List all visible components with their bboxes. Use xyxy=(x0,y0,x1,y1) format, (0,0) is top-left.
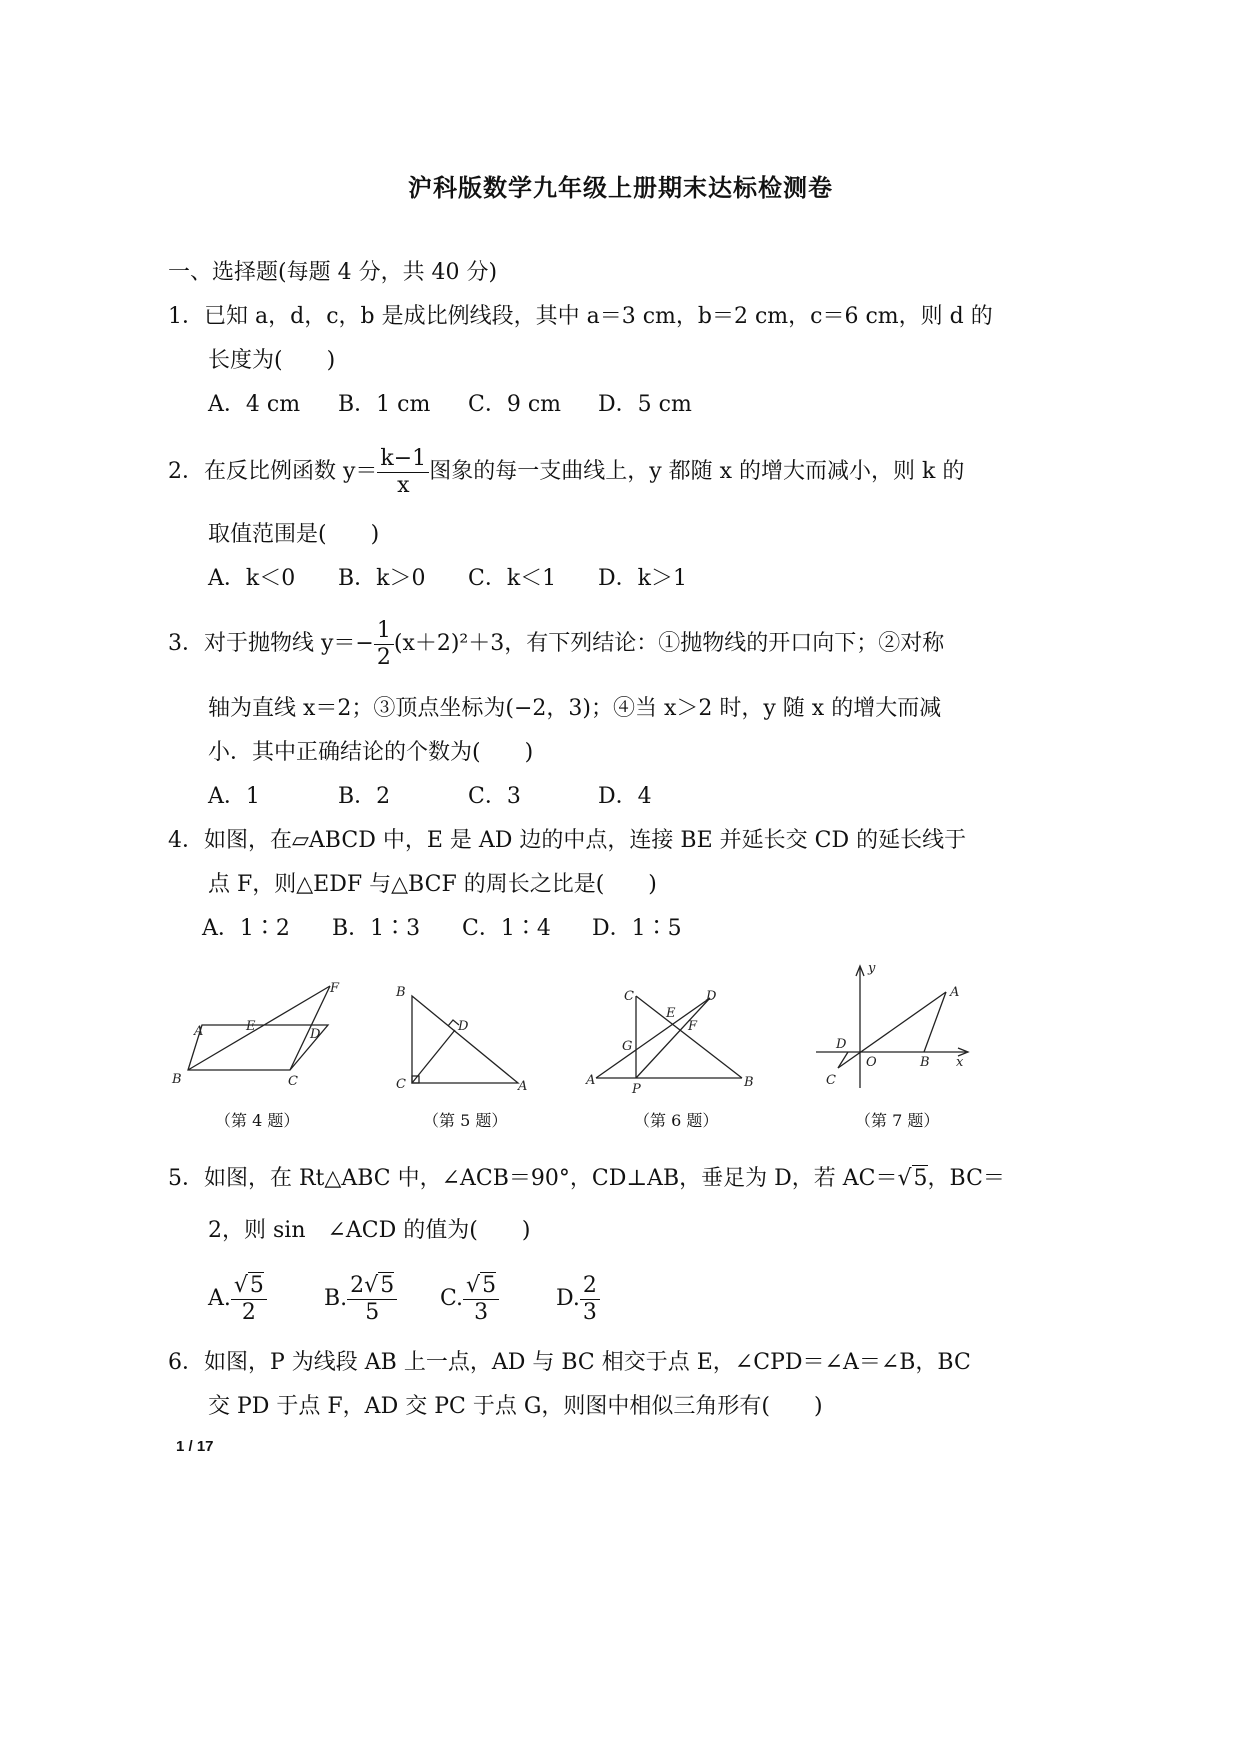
q5-option-d-num: 2 xyxy=(580,1273,600,1299)
q5-option-d-den: 3 xyxy=(582,1299,597,1325)
figure-6-caption: （第 6 题） xyxy=(634,1111,719,1130)
fig5-label-c: C xyxy=(396,1077,406,1090)
fig4-label-b: B xyxy=(172,1072,182,1087)
q3-options xyxy=(208,782,728,812)
q1-option-a: A．4 cm xyxy=(208,392,301,417)
q1-option-d: D．5 cm xyxy=(598,392,692,417)
fig5-label-d: D xyxy=(458,1019,469,1034)
q5-option-b-frac xyxy=(347,1273,397,1325)
fig4-label-e: E xyxy=(246,1019,256,1034)
q5-option-c-radicand: 5 xyxy=(482,1273,497,1299)
q5-option-d-letter: D. xyxy=(556,1286,580,1311)
q2-option-a: A．k＜0 xyxy=(208,566,296,591)
q5-option-b-den: 5 xyxy=(365,1299,380,1325)
page-title: 沪科版数学九年级上册期末达标检测卷 xyxy=(408,173,833,202)
q3-option-d: D．4 xyxy=(598,784,652,809)
fig7-label-o: O xyxy=(866,1055,877,1070)
figure-4-caption: （第 4 题） xyxy=(215,1111,300,1130)
q5-option-b-letter: B. xyxy=(324,1286,348,1311)
q4-option-d: D．1∶5 xyxy=(592,916,682,941)
q5-option-c xyxy=(440,1273,556,1325)
q3-frac-den: 2 xyxy=(376,644,391,670)
fig4-label-a: A xyxy=(194,1024,204,1039)
q5-option-c-frac xyxy=(463,1273,499,1325)
q5-sqrt-value: 5 xyxy=(913,1166,928,1191)
q4-line2: 点 F，则△EDF 与△BCF 的周长之比是( ) xyxy=(208,872,657,897)
q3-option-b: B．2 xyxy=(338,784,391,809)
q4-options xyxy=(202,914,722,944)
q5-line2: 2，则 sin ∠ACD 的值为( ) xyxy=(208,1218,531,1243)
q2-option-d: D．k＞1 xyxy=(598,566,687,591)
q5-option-a-frac xyxy=(231,1273,267,1325)
q5-option-c-num: √5 xyxy=(463,1273,499,1299)
q5-option-d-frac xyxy=(580,1273,600,1325)
q3-line1 xyxy=(168,612,944,676)
q4-line1: 4．如图，在▱ABCD 中，E 是 AD 边的中点，连接 BE 并延长交 CD 的延长线于 xyxy=(168,828,967,853)
fig6-label-p: P xyxy=(632,1082,641,1095)
q3-option-c: C．3 xyxy=(468,784,521,809)
q3-fraction xyxy=(374,618,394,670)
q1-options xyxy=(208,390,728,420)
fig6-label-b: B xyxy=(744,1075,754,1090)
q2-frac-num: k−1 xyxy=(377,446,429,472)
fig4-label-f: F xyxy=(330,981,340,996)
fig7-label-y: y xyxy=(868,961,876,976)
q5-option-b-coef: 2 xyxy=(350,1273,365,1299)
q2-line2: 取值范围是( ) xyxy=(208,522,380,547)
page-number: 1 / 17 xyxy=(176,1438,214,1455)
q5-option-b-radicand: 5 xyxy=(380,1273,395,1299)
q1-line1: 1．已知 a，d，c，b 是成比例线段，其中 a＝3 cm，b＝2 cm，c＝6 cm，则 d 的 xyxy=(168,304,993,329)
fig6-label-g: G xyxy=(622,1039,633,1054)
fig5-label-a: A xyxy=(518,1079,528,1090)
q5-option-c-letter: C. xyxy=(440,1286,464,1311)
fig7-label-c: C xyxy=(826,1073,836,1088)
q5-option-b xyxy=(324,1273,440,1325)
figure-6 xyxy=(580,980,780,1095)
figure-7-caption: （第 7 题） xyxy=(855,1111,940,1130)
q3-frac-num: 1 xyxy=(374,618,394,644)
q5-option-a-radicand: 5 xyxy=(249,1273,264,1299)
q4-option-a: A．1∶2 xyxy=(202,916,290,941)
figure-7 xyxy=(810,960,980,1095)
fig7-label-x: x xyxy=(956,1055,964,1070)
q5-option-c-den: 3 xyxy=(474,1299,489,1325)
figure-5-caption: （第 5 题） xyxy=(423,1111,508,1130)
q5-option-a-letter: A. xyxy=(208,1286,231,1311)
q6-line1: 6．如图，P 为线段 AB 上一点，AD 与 BC 相交于点 E，∠CPD＝∠A＝∠B，BC xyxy=(168,1350,971,1375)
figure-4 xyxy=(160,970,360,1090)
q6-line2: 交 PD 于点 F，AD 交 PC 于点 G，则图中相似三角形有( ) xyxy=(208,1394,823,1419)
q5-option-d xyxy=(556,1273,672,1325)
fig7-label-b: B xyxy=(920,1055,930,1070)
fig6-label-f: F xyxy=(688,1019,698,1034)
section-heading: 一、选择题(每题 4 分，共 40 分) xyxy=(168,260,498,285)
fig5-label-b: B xyxy=(396,985,406,1000)
fig6-label-e: E xyxy=(666,1006,676,1021)
q4-option-b: B．1∶3 xyxy=(332,916,421,941)
fig4-label-c: C xyxy=(288,1074,298,1089)
q2-frac-den: x xyxy=(397,472,410,498)
q2-option-c: C．k＜1 xyxy=(468,566,557,591)
q5-option-b-num: 2√5 xyxy=(347,1273,397,1299)
q5-option-a-den: 2 xyxy=(241,1299,256,1325)
q1-line2: 长度为( ) xyxy=(208,348,336,373)
fig6-label-c: C xyxy=(624,989,634,1004)
q5-option-a xyxy=(208,1273,324,1325)
figure-5 xyxy=(390,980,540,1090)
q5-line1-end: ，BC＝ xyxy=(927,1166,1005,1191)
q5-option-a-num: √5 xyxy=(231,1273,267,1299)
q2-line1 xyxy=(168,440,964,504)
q2-fraction xyxy=(377,446,429,498)
q2-suffix: 图象的每一支曲线上，y 都随 x 的增大而减小，则 k 的 xyxy=(429,459,965,484)
q5-line1-text: 5．如图，在 Rt△ABC 中，∠ACB＝90°，CD⊥AB，垂足为 D，若 AC＝ xyxy=(168,1166,898,1191)
fig6-label-a: A xyxy=(586,1073,596,1088)
q5-line1 xyxy=(168,1164,1005,1194)
q1-option-b: B．1 cm xyxy=(338,392,431,417)
fig7-label-a: A xyxy=(950,985,960,1000)
q3-line2: 轴为直线 x＝2；③顶点坐标为(−2，3)；④当 x＞2 时，y 随 x 的增大而减 xyxy=(208,696,942,721)
q3-suffix: (x＋2)²＋3，有下列结论：①抛物线的开口向下；②对称 xyxy=(393,631,945,656)
q5-options xyxy=(208,1264,672,1334)
q4-option-c: C．1∶4 xyxy=(462,916,551,941)
q3-option-a: A．1 xyxy=(208,784,260,809)
q3-line3: 小．其中正确结论的个数为( ) xyxy=(208,740,534,765)
q2-option-b: B．k＞0 xyxy=(338,566,426,591)
fig6-label-d: D xyxy=(706,989,717,1004)
q2-prefix: 2．在反比例函数 y＝ xyxy=(168,459,378,484)
q5-sqrt: √5 xyxy=(897,1166,928,1191)
q2-options xyxy=(208,564,728,594)
fig4-label-d: D xyxy=(310,1027,321,1042)
q1-option-c: C．9 cm xyxy=(468,392,562,417)
q3-prefix: 3．对于抛物线 y＝− xyxy=(168,631,374,656)
fig7-label-d: D xyxy=(836,1037,847,1052)
